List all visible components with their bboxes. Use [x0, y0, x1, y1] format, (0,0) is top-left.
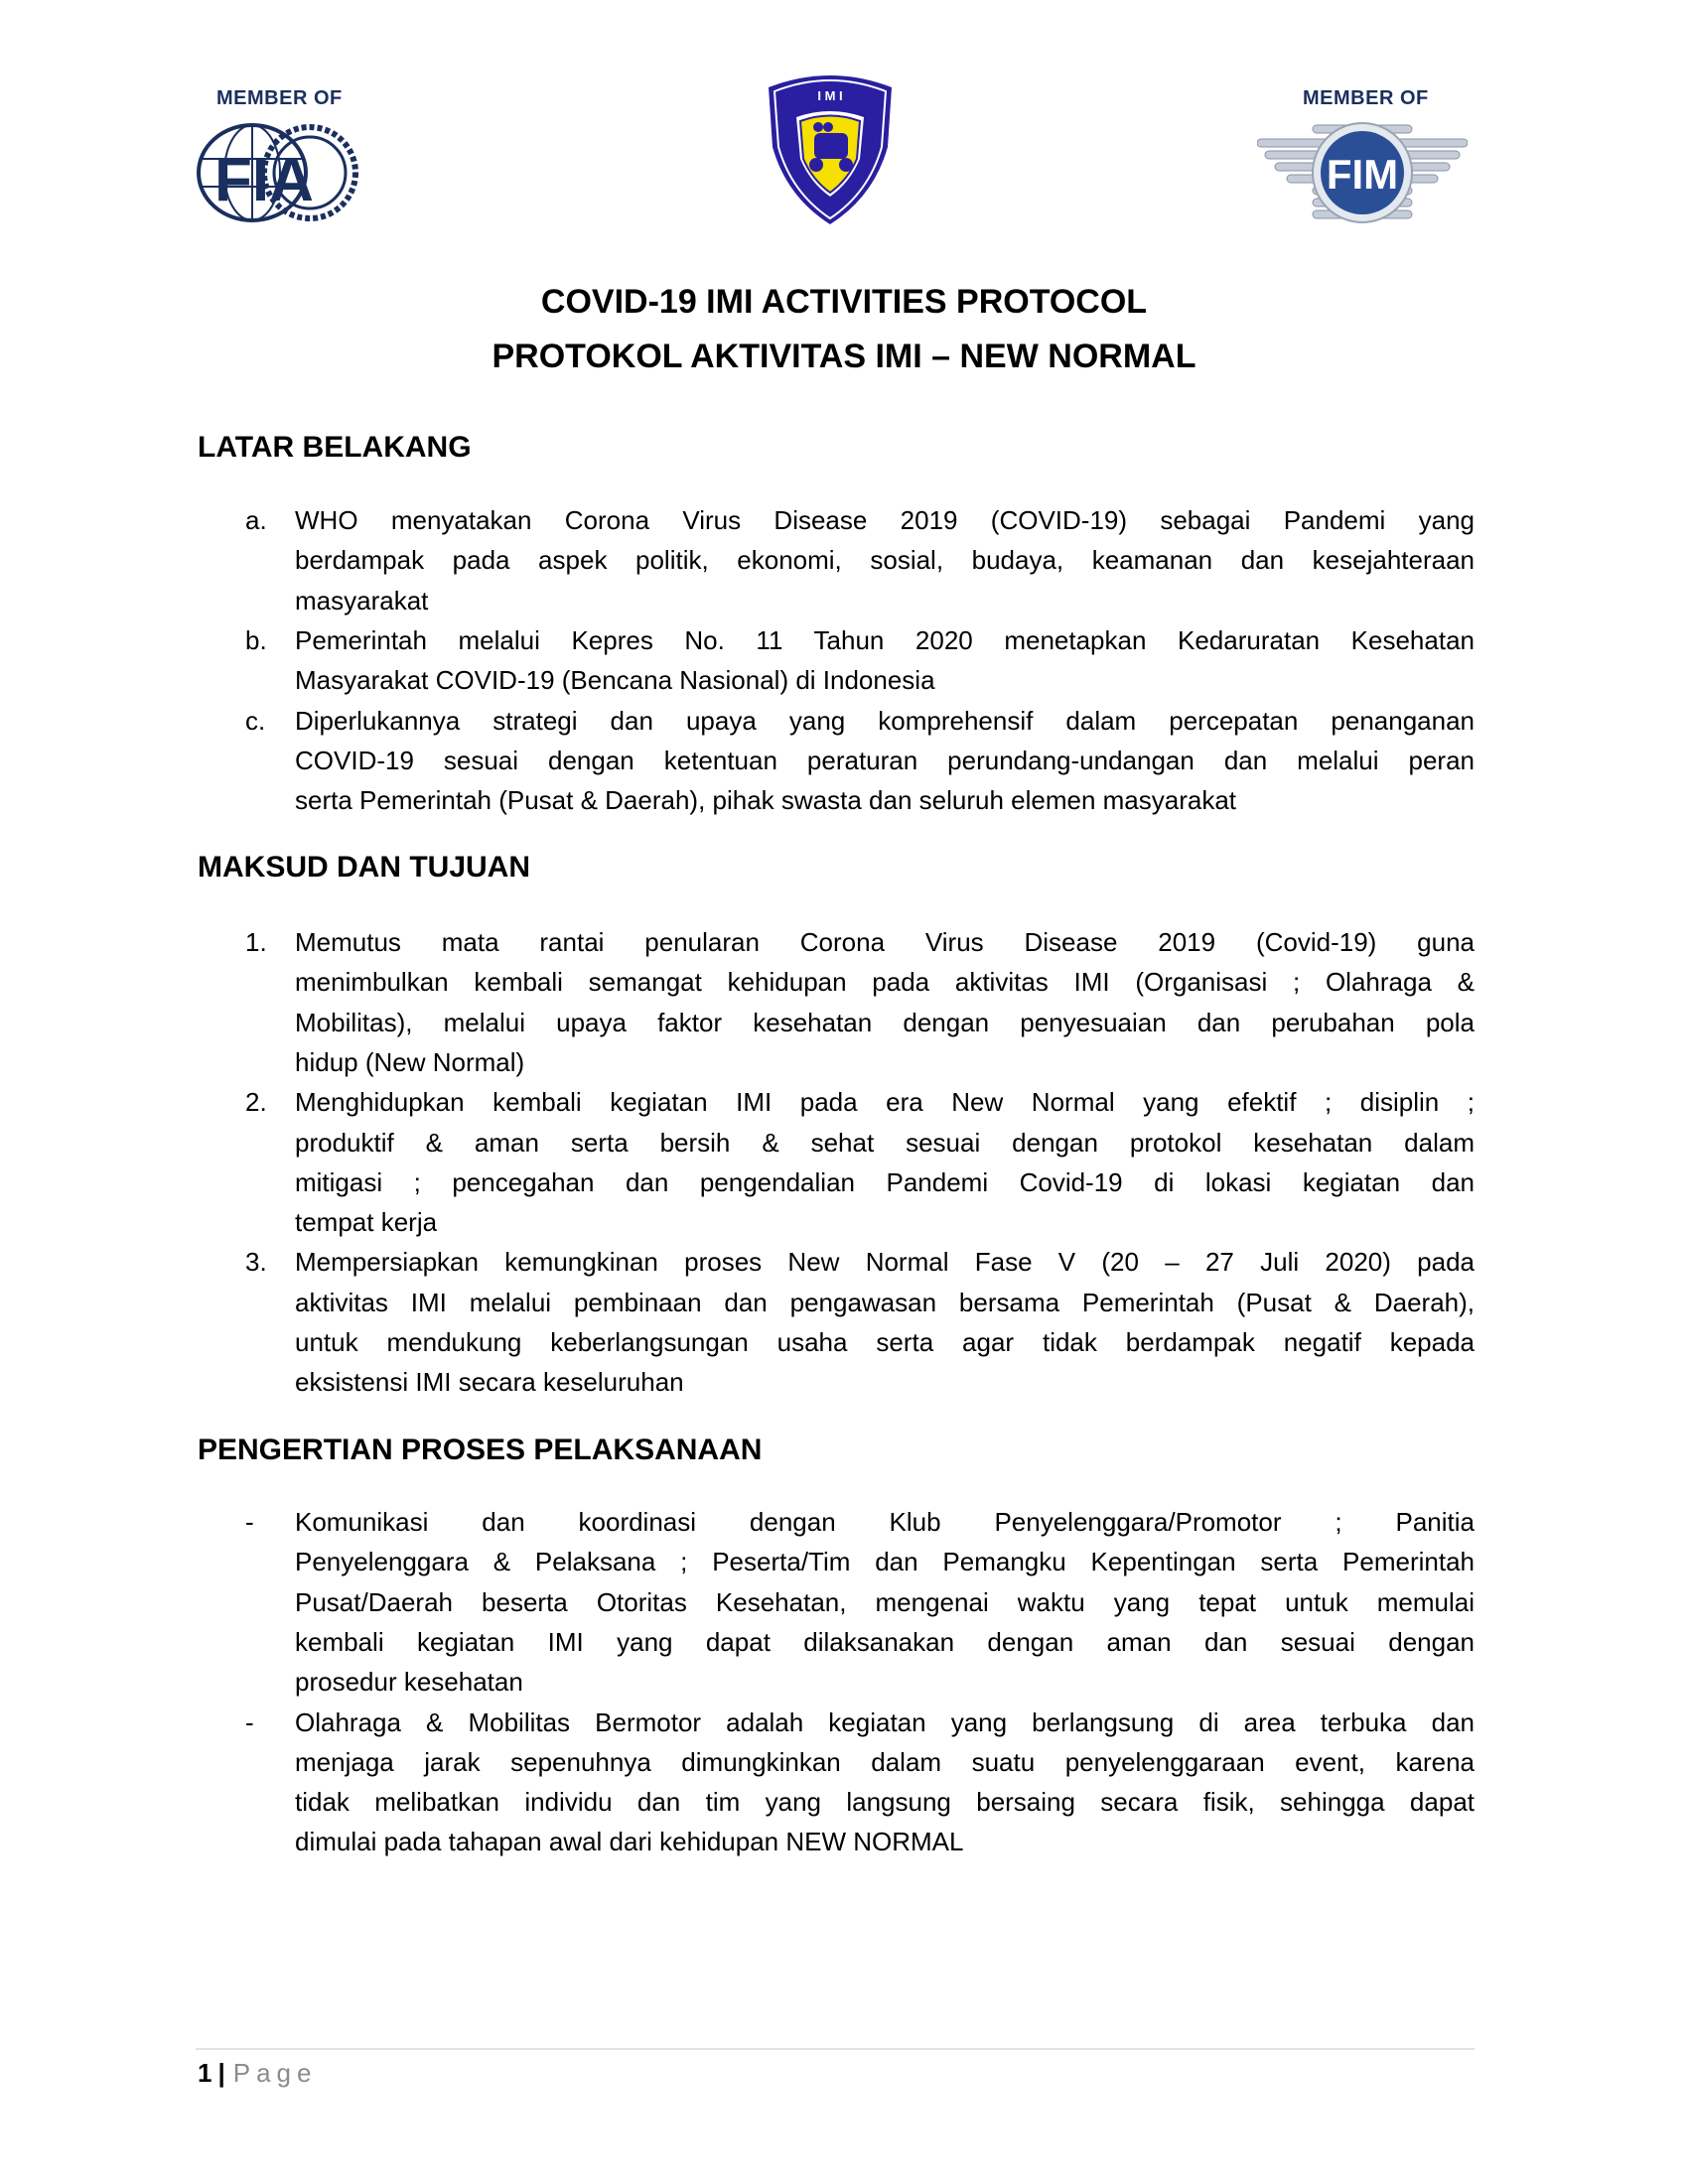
text-line-content: Masyarakat COVID-19 (Bencana Nasional) di Indonesia	[295, 665, 935, 696]
imi-logo	[763, 68, 898, 226]
text-line-content: mitigasi ; pencegahan dan pengendalian Pandemi Covid-19 di lokasi kegiatan dan	[295, 1166, 1475, 1197]
text-line-content: kembali kegiatan IMI yang dapat dilaksanakan dengan aman dan sesuai dengan	[295, 1626, 1475, 1657]
fim-member-of-label: MEMBER OF	[1303, 87, 1429, 109]
list-item-text-line	[295, 741, 1475, 780]
fim-wordmark: FIM	[1326, 151, 1399, 198]
document-title-line-2: PROTOKOL AKTIVITAS IMI – NEW NORMAL	[492, 338, 1196, 375]
list-item-marker: 1.	[245, 927, 267, 957]
text-line-content: serta Pemerintah (Pusat & Daerah), pihak swasta dan seluruh elemen masyarakat	[295, 785, 1237, 816]
text-line-content: berdampak pada aspek politik, ekonomi, sosial, budaya, keamanan dan kesejahteraan	[295, 545, 1475, 576]
list-item-text-line	[295, 620, 1475, 660]
list-item-text-line	[295, 1622, 1475, 1662]
text-line-content: masyarakat	[295, 585, 429, 615]
list-item-marker: 3.	[245, 1247, 267, 1278]
text-line-content: Komunikasi dan koordinasi dengan Klub Penyelenggara/Promotor ; Panitia	[295, 1507, 1475, 1537]
list-item-text-line	[295, 540, 1475, 580]
page-separator: |	[217, 2058, 225, 2088]
list-item-text-line	[295, 1082, 1475, 1122]
list-item-text-line	[295, 1703, 1475, 1742]
text-line-content: untuk mendukung keberlangsungan usaha serta agar tidak berdampak negatif kepada	[295, 1327, 1475, 1357]
list-item-text-line	[295, 660, 1475, 700]
fia-emblem-icon	[195, 121, 369, 224]
text-line-content: dimulai pada tahapan awal dari kehidupan NEW NORMAL	[295, 1827, 964, 1857]
list-item-text-line	[295, 1362, 1475, 1402]
text-line-content: menjaga jarak sepenuhnya dimungkinkan dalam suatu penyelenggaraan event, karena	[295, 1746, 1475, 1777]
list-item-text-line	[295, 1123, 1475, 1162]
text-line-content: WHO menyatakan Corona Virus Disease 2019 (COVID-19) sebagai Pandemi yang	[295, 505, 1475, 535]
text-line-content: Penyelenggara & Pelaksana ; Peserta/Tim dan Pemangku Kepentingan serta Pemerintah	[295, 1547, 1475, 1577]
text-line-content: Olahraga & Mobilitas Bermotor adalah kegiatan yang berlangsung di area terbuka dan	[295, 1706, 1475, 1737]
list-item-text-line	[295, 1662, 1475, 1702]
list-item-text-line	[295, 1042, 1475, 1082]
list-item-text-line	[295, 1322, 1475, 1362]
section-heading-latar-belakang: LATAR BELAKANG	[198, 431, 472, 464]
fia-wordmark: FIA	[214, 146, 314, 214]
list-item-text-line	[295, 1202, 1475, 1242]
list-item-text-line	[295, 1782, 1475, 1822]
text-line-content: eksistensi IMI secara keseluruhan	[295, 1367, 684, 1398]
document-title-line-1: COVID-19 IMI ACTIVITIES PROTOCOL	[540, 283, 1148, 321]
page-number: 1	[198, 2058, 212, 2088]
text-line-content: aktivitas IMI melalui pembinaan dan pengawasan bersama Pemerintah (Pusat & Daerah),	[295, 1287, 1475, 1317]
list-item-text-line	[295, 1742, 1475, 1782]
list-item-text-line	[295, 962, 1475, 1002]
list-item-marker: -	[245, 1706, 254, 1737]
text-line-content: Diperlukannya strategi dan upaya yang komprehensif dalam percepatan penanganan	[295, 705, 1475, 736]
text-line-content: hidup (New Normal)	[295, 1046, 525, 1077]
list-item-text-line	[295, 581, 1475, 620]
page-footer	[198, 2058, 317, 2089]
list-item-marker: c.	[245, 705, 266, 736]
list-item-text-line	[295, 1542, 1475, 1581]
list-item-text-line	[295, 1242, 1475, 1282]
fim-logo	[1257, 87, 1468, 228]
text-line-content: Mempersiapkan kemungkinan proses New Normal Fase V (20 – 27 Juli 2020) pada	[295, 1247, 1475, 1278]
text-line-content: menimbulkan kembali semangat kehidupan pada aktivitas IMI (Organisasi ; Olahraga &	[295, 967, 1475, 998]
text-line-content: Menghidupkan kembali kegiatan IMI pada era New Normal yang efektif ; disiplin ;	[295, 1087, 1475, 1118]
list-item-marker: -	[245, 1507, 254, 1537]
list-item-text-line	[295, 780, 1475, 820]
list-item-text-line	[295, 1283, 1475, 1322]
page-label: Page	[232, 2058, 318, 2088]
fia-member-of-label: MEMBER OF	[216, 87, 343, 109]
text-line-content: tidak melibatkan individu dan tim yang langsung bersaing secara fisik, sehingga dapat	[295, 1787, 1475, 1818]
text-line-content: Mobilitas), melalui upaya faktor kesehatan dengan penyesuaian dan perubahan pola	[295, 1007, 1475, 1037]
section-heading-maksud-dan-tujuan: MAKSUD DAN TUJUAN	[198, 851, 530, 884]
list-item-marker: 2.	[245, 1087, 267, 1118]
list-item-text-line	[295, 1582, 1475, 1622]
list-item-text-line	[295, 701, 1475, 741]
list-item-text-line	[295, 1502, 1475, 1542]
text-line-content: prosedur kesehatan	[295, 1667, 523, 1698]
list-item-text-line	[295, 1003, 1475, 1042]
imi-shield-icon	[763, 68, 898, 226]
text-line-content: COVID-19 sesuai dengan ketentuan peraturan perundang-undangan dan melalui peran	[295, 745, 1475, 775]
fim-winged-emblem-icon	[1257, 119, 1468, 228]
footer-divider	[196, 2048, 1475, 2050]
imi-top-text: I M I	[817, 88, 843, 103]
text-line-content: Memutus mata rantai penularan Corona Virus Disease 2019 (Covid-19) guna	[295, 927, 1475, 957]
text-line-content: produktif & aman serta bersih & sehat sesuai dengan protokol kesehatan dalam	[295, 1127, 1475, 1158]
list-item-text-line	[295, 1162, 1475, 1202]
list-item-text-line	[295, 1822, 1475, 1861]
text-line-content: Pusat/Daerah beserta Otoritas Kesehatan, mengenai waktu yang tepat untuk memulai	[295, 1586, 1475, 1617]
list-item-text-line	[295, 922, 1475, 962]
text-line-content: Pemerintah melalui Kepres No. 11 Tahun 2020 menetapkan Kedaruratan Kesehatan	[295, 624, 1475, 655]
list-item-marker: a.	[245, 505, 267, 535]
section-heading-pengertian-proses-pelaksanaan: PENGERTIAN PROSES PELAKSANAAN	[198, 1433, 763, 1466]
list-item-text-line	[295, 500, 1475, 540]
text-line-content: tempat kerja	[295, 1207, 438, 1238]
fia-logo	[195, 87, 369, 226]
list-item-marker: b.	[245, 624, 267, 655]
